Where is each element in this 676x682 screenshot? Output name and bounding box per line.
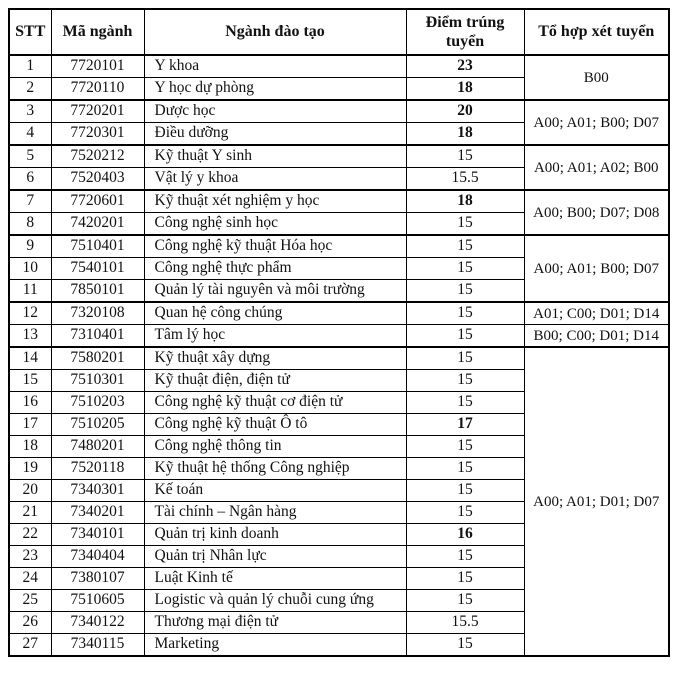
- stt-cell: 17: [9, 414, 51, 436]
- score-cell: 15: [406, 436, 524, 458]
- major-name-cell: Điều dưỡng: [144, 123, 406, 146]
- stt-cell: 15: [9, 370, 51, 392]
- header-major-code: Mã ngành: [51, 9, 144, 55]
- score-cell: 15: [406, 280, 524, 303]
- combo-cell: A00; A01; B00; D07: [524, 100, 669, 145]
- major-name-cell: Dược học: [144, 100, 406, 123]
- major-code-cell: 7340101: [51, 524, 144, 546]
- combo-cell: A00; A01; A02; B00: [524, 145, 669, 190]
- major-code-cell: 7520212: [51, 145, 144, 168]
- combo-cell: A00; B00; D07; D08: [524, 190, 669, 235]
- score-cell: 18: [406, 190, 524, 213]
- table-row: [9, 145, 669, 168]
- major-name-cell: Kỹ thuật điện, điện tử: [144, 370, 406, 392]
- score-cell: 18: [406, 78, 524, 101]
- stt-cell: 24: [9, 568, 51, 590]
- major-code-cell: 7520403: [51, 168, 144, 191]
- stt-cell: 5: [9, 145, 51, 168]
- score-cell: 15: [406, 634, 524, 657]
- score-cell: 16: [406, 524, 524, 546]
- major-code-cell: 7720301: [51, 123, 144, 146]
- score-cell: 15: [406, 502, 524, 524]
- score-cell: 15: [406, 590, 524, 612]
- score-cell: 15: [406, 235, 524, 258]
- score-cell: 23: [406, 55, 524, 78]
- admission-table-body: [9, 55, 669, 656]
- combo-cell: A01; C00; D01; D14: [524, 302, 669, 325]
- major-code-cell: 7720110: [51, 78, 144, 101]
- major-code-cell: 7510205: [51, 414, 144, 436]
- score-cell: 15: [406, 258, 524, 280]
- major-code-cell: 7320108: [51, 302, 144, 325]
- table-row: [9, 235, 669, 258]
- stt-cell: 27: [9, 634, 51, 657]
- major-code-cell: 7340404: [51, 546, 144, 568]
- score-cell: 15.5: [406, 168, 524, 191]
- header-row: [9, 9, 669, 55]
- stt-cell: 11: [9, 280, 51, 303]
- admission-score-table: [8, 8, 670, 657]
- score-cell: 20: [406, 100, 524, 123]
- score-cell: 17: [406, 414, 524, 436]
- score-cell: 15: [406, 145, 524, 168]
- header-major-name: Ngành đào tạo: [144, 9, 406, 55]
- score-cell: 15: [406, 392, 524, 414]
- stt-cell: 10: [9, 258, 51, 280]
- stt-cell: 26: [9, 612, 51, 634]
- major-name-cell: Công nghệ kỹ thuật Ô tô: [144, 414, 406, 436]
- stt-cell: 4: [9, 123, 51, 146]
- stt-cell: 2: [9, 78, 51, 101]
- stt-cell: 20: [9, 480, 51, 502]
- stt-cell: 18: [9, 436, 51, 458]
- table-row: [9, 325, 669, 348]
- major-name-cell: Kỹ thuật xây dựng: [144, 347, 406, 370]
- stt-cell: 22: [9, 524, 51, 546]
- score-cell: 15: [406, 325, 524, 348]
- stt-cell: 9: [9, 235, 51, 258]
- score-cell: 15: [406, 480, 524, 502]
- stt-cell: 21: [9, 502, 51, 524]
- combo-cell: B00; C00; D01; D14: [524, 325, 669, 348]
- stt-cell: 8: [9, 213, 51, 236]
- combo-cell: B00: [524, 55, 669, 100]
- major-name-cell: Tài chính – Ngân hàng: [144, 502, 406, 524]
- major-code-cell: 7380107: [51, 568, 144, 590]
- stt-cell: 16: [9, 392, 51, 414]
- major-code-cell: 7340301: [51, 480, 144, 502]
- major-name-cell: Quản trị Nhân lực: [144, 546, 406, 568]
- stt-cell: 12: [9, 302, 51, 325]
- score-cell: 15.5: [406, 612, 524, 634]
- major-code-cell: 7340201: [51, 502, 144, 524]
- major-code-cell: 7510605: [51, 590, 144, 612]
- score-cell: 15: [406, 546, 524, 568]
- score-cell: 18: [406, 123, 524, 146]
- combo-cell: A00; A01; B00; D07: [524, 235, 669, 302]
- major-name-cell: Quản lý tài nguyên và môi trường: [144, 280, 406, 303]
- major-name-cell: Kỹ thuật hệ thống Công nghiệp: [144, 458, 406, 480]
- major-code-cell: 7420201: [51, 213, 144, 236]
- major-name-cell: Công nghệ thông tin: [144, 436, 406, 458]
- major-name-cell: Marketing: [144, 634, 406, 657]
- major-name-cell: Y khoa: [144, 55, 406, 78]
- header-score: Điểm trúng tuyển: [406, 9, 524, 55]
- score-cell: 15: [406, 347, 524, 370]
- score-cell: 15: [406, 370, 524, 392]
- major-code-cell: 7720601: [51, 190, 144, 213]
- major-code-cell: 7510401: [51, 235, 144, 258]
- major-name-cell: Công nghệ sinh học: [144, 213, 406, 236]
- score-cell: 15: [406, 568, 524, 590]
- major-code-cell: 7510301: [51, 370, 144, 392]
- table-row: [9, 302, 669, 325]
- major-name-cell: Công nghệ kỹ thuật Hóa học: [144, 235, 406, 258]
- combo-cell: A00; A01; D01; D07: [524, 347, 669, 656]
- major-name-cell: Kế toán: [144, 480, 406, 502]
- major-name-cell: Thương mại điện tử: [144, 612, 406, 634]
- major-name-cell: Công nghệ kỹ thuật cơ điện tử: [144, 392, 406, 414]
- major-code-cell: 7850101: [51, 280, 144, 303]
- major-code-cell: 7720201: [51, 100, 144, 123]
- major-name-cell: Vật lý y khoa: [144, 168, 406, 191]
- stt-cell: 13: [9, 325, 51, 348]
- stt-cell: 6: [9, 168, 51, 191]
- stt-cell: 3: [9, 100, 51, 123]
- major-name-cell: Công nghệ thực phẩm: [144, 258, 406, 280]
- stt-cell: 14: [9, 347, 51, 370]
- major-name-cell: Kỹ thuật xét nghiệm y học: [144, 190, 406, 213]
- score-cell: 15: [406, 302, 524, 325]
- major-code-cell: 7720101: [51, 55, 144, 78]
- stt-cell: 25: [9, 590, 51, 612]
- score-cell: 15: [406, 458, 524, 480]
- major-code-cell: 7580201: [51, 347, 144, 370]
- table-row: [9, 347, 669, 370]
- major-name-cell: Logistic và quản lý chuỗi cung ứng: [144, 590, 406, 612]
- major-name-cell: Quan hệ công chúng: [144, 302, 406, 325]
- major-name-cell: Luật Kinh tế: [144, 568, 406, 590]
- header-stt: STT: [9, 9, 51, 55]
- major-code-cell: 7340115: [51, 634, 144, 657]
- stt-cell: 7: [9, 190, 51, 213]
- score-cell: 15: [406, 213, 524, 236]
- major-code-cell: 7480201: [51, 436, 144, 458]
- stt-cell: 19: [9, 458, 51, 480]
- table-row: [9, 55, 669, 78]
- table-row: [9, 100, 669, 123]
- stt-cell: 23: [9, 546, 51, 568]
- major-name-cell: Tâm lý học: [144, 325, 406, 348]
- major-name-cell: Quản trị kinh doanh: [144, 524, 406, 546]
- stt-cell: 1: [9, 55, 51, 78]
- major-name-cell: Y học dự phòng: [144, 78, 406, 101]
- major-code-cell: 7520118: [51, 458, 144, 480]
- table-row: [9, 190, 669, 213]
- major-code-cell: 7510203: [51, 392, 144, 414]
- major-code-cell: 7340122: [51, 612, 144, 634]
- major-code-cell: 7540101: [51, 258, 144, 280]
- major-name-cell: Kỹ thuật Y sinh: [144, 145, 406, 168]
- major-code-cell: 7310401: [51, 325, 144, 348]
- header-combo: Tổ hợp xét tuyển: [524, 9, 669, 55]
